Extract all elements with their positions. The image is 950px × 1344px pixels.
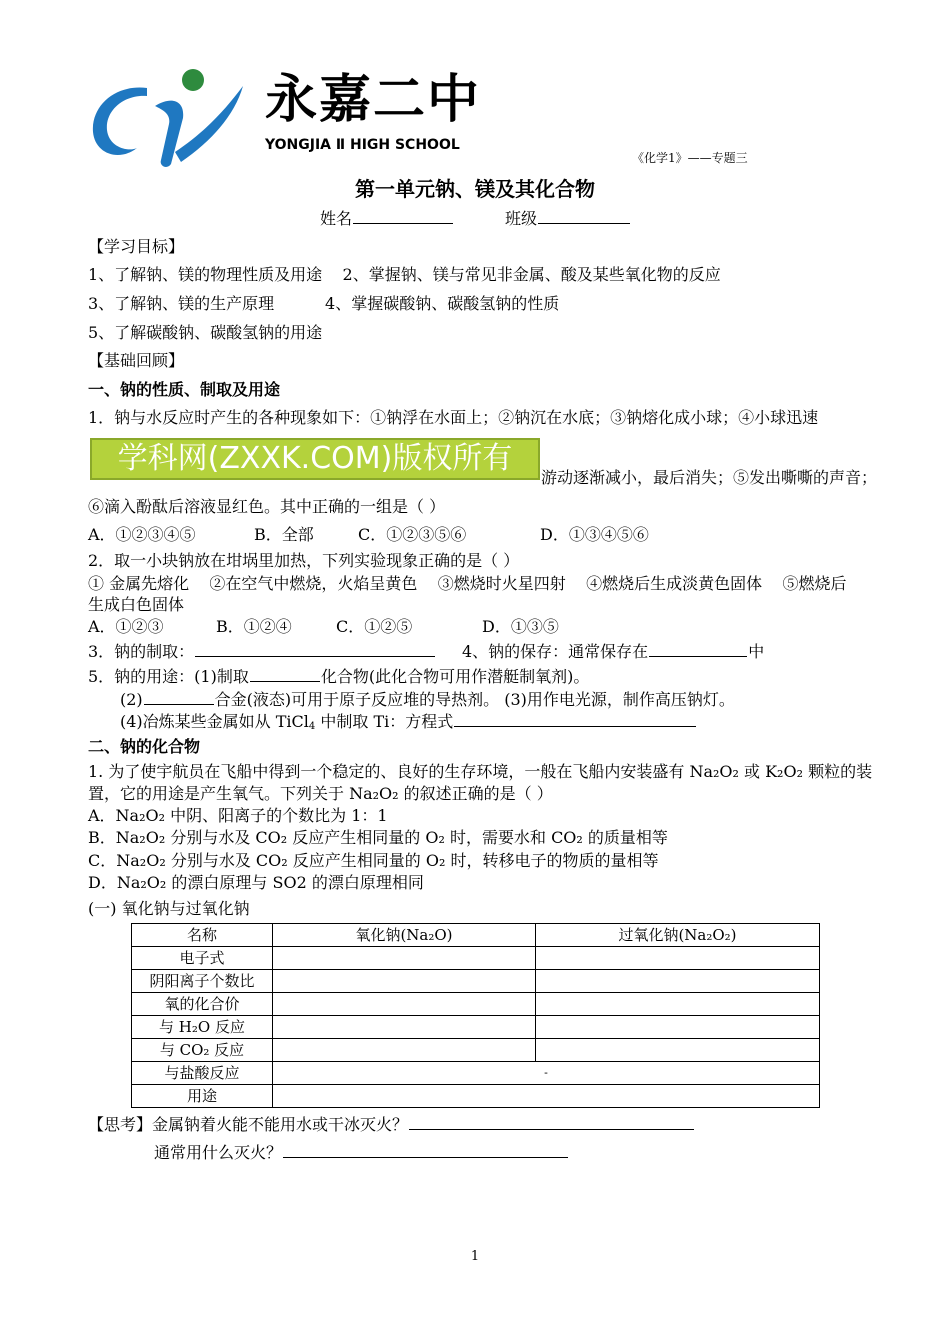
row-label: 电子式 [132,947,273,970]
objective-line: 5、了解碳酸钠、碳酸氢钠的用途 [88,323,323,342]
question-3-label: 3．钠的制取： [88,642,195,661]
think-text: 【思考】金属钠着火能不能用水或干冰灭火？ [88,1115,409,1134]
question-text: (2) [120,690,143,709]
row-label: 阴阳离子个数比 [132,970,273,993]
table-cell[interactable] [273,1039,536,1062]
question-text: 化合物(此化合物可用作潜艇制氧剂)。 [320,667,590,686]
option-a: A．①②③④⑤ [88,525,196,544]
question-3 [88,641,436,663]
option-b: B．①②④ [216,617,292,636]
question-text: ① 金属先熔化 ②在空气中燃烧，火焰呈黄色 ③燃烧时火星四射 ④燃烧后生成淡黄色固体 ⑤燃烧后 [88,574,847,593]
answer-blank [454,711,696,727]
section-heading: 二、钠的化合物 [88,737,201,756]
table-header-row [132,924,820,947]
row-label: 与 CO₂ 反应 [132,1039,273,1062]
option-b: B．全部 [254,525,314,544]
row-label: 用途 [132,1085,273,1108]
option-a: A．Na₂O₂ 中阴、阳离子的个数比为 1：1 [88,806,388,825]
table-cell[interactable] [273,947,536,970]
objectives-heading: 【学习目标】 [88,237,185,256]
question-text: 2．取一小块钠放在坩埚里加热，下列实验现象正确的是（ ） [88,551,520,570]
question-text: 合金(液态)可用于原子反应堆的导热剂。 (3)用作电光源，制作高压钠灯。 [214,690,735,709]
question-text: 1. 为了使宇航员在飞船中得到一个稳定的、良好的生存环境，一般在飞船内安装盛有 Na₂O₂ 或 K₂O₂ 颗粒的装 [88,762,873,781]
question-5-line3 [120,711,697,733]
question-text: 中制取 Ti：方程式 [315,712,454,731]
option-d: D．①③④⑤⑥ [540,525,649,544]
merged-cell[interactable]: - [273,1062,820,1085]
table-header: 过氧化钠(Na₂O₂) [536,924,820,947]
table-row [132,947,820,970]
option-b: B．Na₂O₂ 分别与水及 CO₂ 反应产生相同量的 O₂ 时，需要水和 CO₂ 的质量相等 [88,828,668,847]
objective-line: 3、了解钠、镁的生产原理 4、掌握碳酸钠、碳酸氢钠的性质 [88,294,560,313]
option-c: C．①②③⑤⑥ [358,525,467,544]
answer-blank [649,641,747,657]
question-text: 生成白色固体 [88,595,185,614]
table-row [132,1039,820,1062]
row-label: 氧的化合价 [132,993,273,1016]
table-header: 氧化钠(Na₂O) [273,924,536,947]
merged-cell[interactable] [273,1085,820,1108]
name-blank [353,208,453,224]
table-cell[interactable] [536,993,820,1016]
course-tag: 《化学1》——专题三 [632,151,748,165]
school-logo [85,66,482,176]
subsection-heading: (一) 氧化钠与过氧化钠 [88,899,250,918]
class-field [505,208,631,230]
page-number: 1 [470,1249,480,1264]
question-text: 1．钠与水反应时产生的各种现象如下：①钠浮在水面上；②钠沉在水底；③钠熔化成小球；④小球迅速 [88,408,819,427]
answer-blank [409,1114,694,1130]
think-question-1 [88,1114,695,1136]
question-text: ⑥滴入酚酞后溶液显红色。其中正确的一组是（ ） [88,497,446,516]
table-cell[interactable] [273,993,536,1016]
table-cell[interactable] [273,1016,536,1039]
question-4 [462,641,764,663]
comparison-table [131,923,820,1108]
option-c: C．①②⑤ [336,617,413,636]
objective-line: 1、了解钠、镁的物理性质及用途 2、掌握钠、镁与常见非金属、酸及某些氧化物的反应 [88,265,721,284]
question-text: (4)冶炼某些金属如从 TiCl [120,712,309,731]
name-field [320,208,454,230]
answer-blank [283,1142,568,1158]
think-text: 通常用什么灭火？ [154,1143,283,1162]
table-cell[interactable] [536,970,820,993]
table-header: 名称 [132,924,273,947]
table-row [132,1062,820,1085]
section-heading: 一、钠的性质、制取及用途 [88,380,281,399]
option-c: C．Na₂O₂ 分别与水及 CO₂ 反应产生相同量的 O₂ 时，转移电子的物质的量相等 [88,851,659,870]
question-5-line2 [120,689,735,711]
table-row [132,970,820,993]
table-row [132,1085,820,1108]
page-title: 第一单元钠、镁及其化合物 [355,177,595,201]
question-text: 游动逐渐减小，最后消失；⑤发出嘶嘶的声音； [541,468,878,487]
table-row [132,1016,820,1039]
name-label: 姓名 [320,209,353,228]
answer-blank [250,666,320,682]
table-cell[interactable] [273,970,536,993]
class-blank [538,208,630,224]
option-a: A．①②③ [88,617,164,636]
question-text: 5．钠的用途：(1)制取 [88,667,249,686]
review-heading: 【基础回顾】 [88,351,185,370]
option-d: D．Na₂O₂ 的漂白原理与 SO2 的漂白原理相同 [88,873,424,892]
question-4-suffix: 中 [748,642,765,661]
answer-blank [144,689,214,705]
think-question-2 [154,1142,569,1164]
table-row [132,993,820,1016]
answer-blank [195,641,435,657]
question-4-label: 4、钠的保存：通常保存在 [462,642,649,661]
option-d: D．①③⑤ [482,617,559,636]
table-cell[interactable] [536,1039,820,1062]
table-cell[interactable] [536,947,820,970]
table-cell[interactable] [536,1016,820,1039]
subscript: 4 [308,721,316,732]
question-text: 置，它的用途是产生氧气。下列关于 Na₂O₂ 的叙述正确的是（ ） [88,784,553,803]
logo-chinese-text: 永嘉二中 [265,69,482,130]
class-label: 班级 [505,209,538,228]
row-label: 与 H₂O 反应 [132,1016,273,1039]
row-label: 与盐酸反应 [132,1062,273,1085]
question-5-line1 [88,666,589,688]
watermark-banner: 学科网(ZXXK.COM)版权所有 [90,438,540,480]
logo-english-text: YONGJIA Ⅱ HIGH SCHOOL [265,137,460,153]
